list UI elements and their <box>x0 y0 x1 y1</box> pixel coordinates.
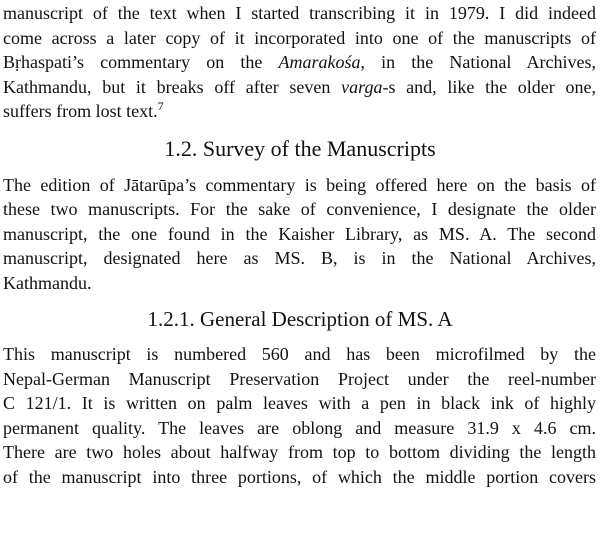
text-line: of the manuscript into three portions, of which the middle portion covers <box>3 466 596 487</box>
paragraph-ms-a-description <box>0 342 600 489</box>
text-line: This manuscript is numbered 560 and has been microfilmed by the <box>3 344 596 364</box>
text-line <box>3 50 596 75</box>
footnote-marker[interactable]: 7 <box>157 99 164 113</box>
text-line: manuscript of the text when I started transcribing it in 1979. I did indeed <box>3 3 596 23</box>
section-title: Survey of the Manuscripts <box>197 135 436 161</box>
paragraph-manuscript-copy <box>0 0 600 124</box>
section-number: 1.2. <box>164 135 198 161</box>
section-number: 1.2.1. <box>147 307 195 331</box>
text-run: -s and, like the older one, <box>382 76 596 97</box>
text-line: The edition of Jātarūpa’s commentary is being offered here on the basis of <box>3 174 596 195</box>
paragraph-edition-basis <box>0 173 600 296</box>
text-run: suffers from lost text. <box>3 101 158 121</box>
text-line: permanent quality. The leaves are oblong and measure 31.9 x 4.6 cm. <box>3 417 596 438</box>
text-line: Nepal-German Manuscript Preservation Project under the reel-number <box>3 368 596 389</box>
text-run: Bṛhaspati’s commentary on the <box>3 52 279 72</box>
text-line <box>3 75 596 100</box>
text-line <box>3 99 596 124</box>
text-line: Kathmandu. <box>3 272 92 293</box>
text-line: manuscript, the one found in the Kaisher Library, as MS. A. The second <box>3 223 596 244</box>
text-line: C 121/1. It is written on palm leaves with a pen in black ink of highly <box>3 393 596 413</box>
subsection-heading-ms-a <box>0 295 600 342</box>
italic-term-varga: varga <box>341 76 383 97</box>
text-run: , in the National Archives, <box>360 52 596 72</box>
text-line: come across a later copy of it incorporated into one of the manuscripts of <box>3 27 596 48</box>
section-title: General Description of MS. A <box>194 307 453 331</box>
italic-title-amarakosa: Amarakośa <box>278 52 361 72</box>
section-heading-survey <box>0 124 600 173</box>
text-line: these two manuscripts. For the sake of convenience, I designate the older <box>3 199 596 219</box>
text-line: manuscript, designated here as MS. B, is in the National Archives, <box>3 248 596 268</box>
text-line: There are two holes about halfway from top to bottom dividing the length <box>3 442 596 462</box>
text-run: Kathmandu, but it breaks off after seven <box>3 76 342 97</box>
